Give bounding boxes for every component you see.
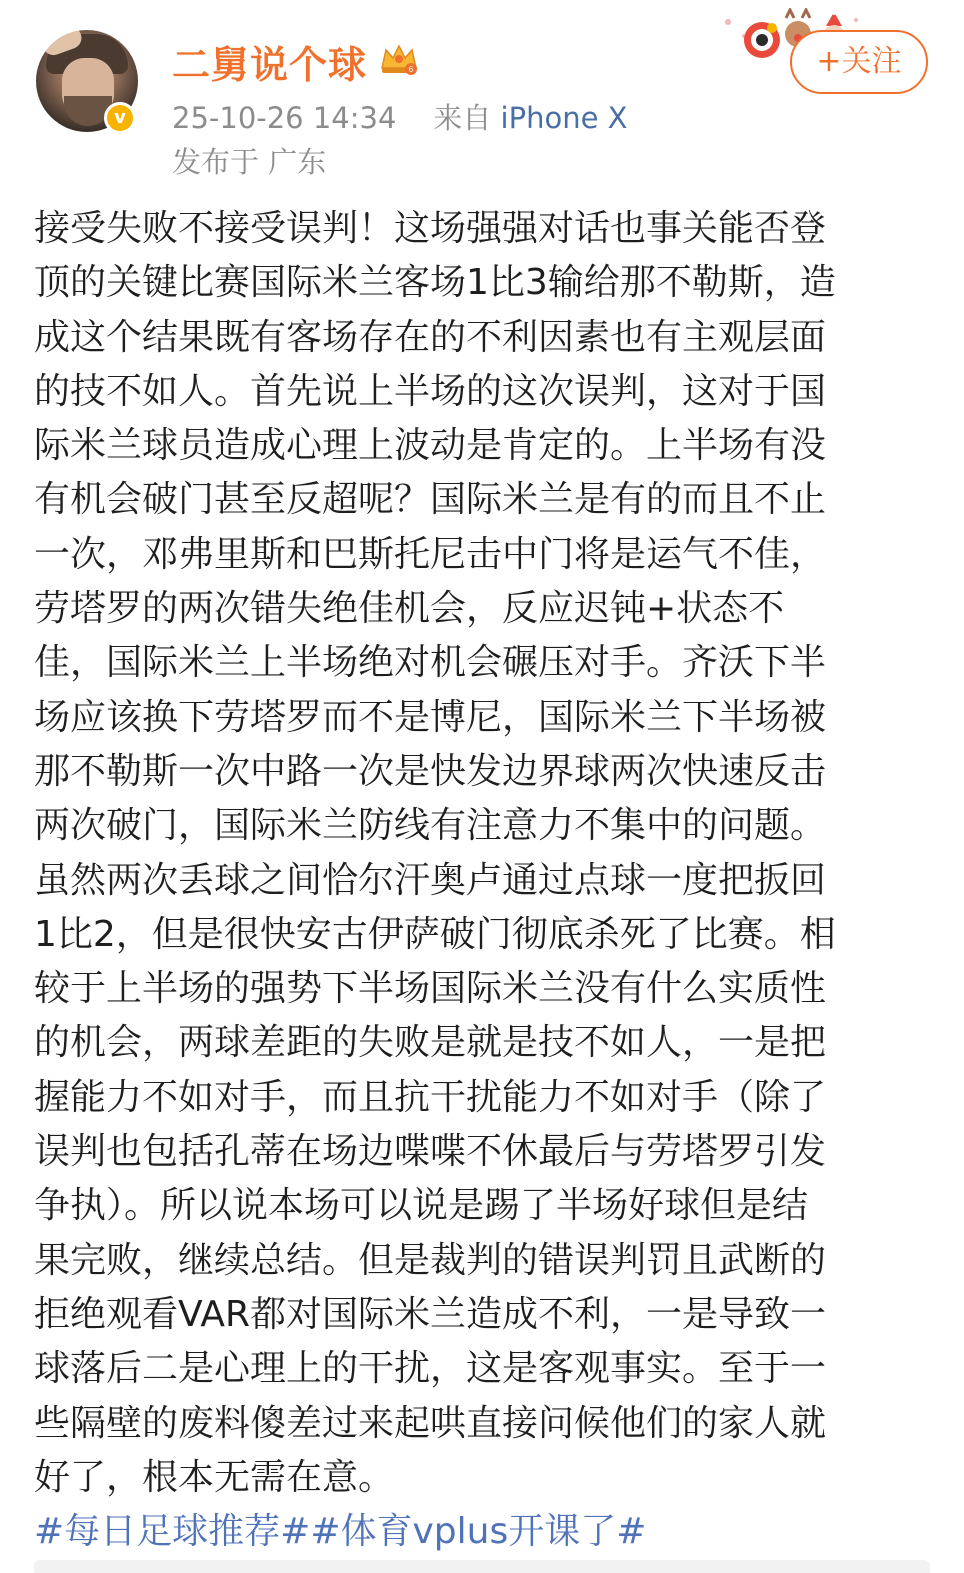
post-header (0, 0, 964, 180)
post-text-line: 成这个结果既有客场存在的不利因素也有主观层面 (34, 316, 827, 358)
post-text-line: 那不勒斯一次中路一次是快发边界球两次快速反击 (34, 750, 827, 792)
post-text-line: 一次，邓弗里斯和巴斯托尼击中门将是运气不佳， (34, 533, 827, 575)
device-link[interactable]: iPhone X (500, 101, 628, 135)
verified-v-icon: v (104, 102, 136, 134)
post-text-line: 场应该换下劳塔罗而不是博尼，国际米兰下半场被 (34, 696, 827, 738)
post-text-line: 接受失败不接受误判！这场强强对话也事关能否登 (34, 208, 827, 249)
source-prefix: 来自 (433, 101, 492, 135)
post-text-line: 些隔壁的废料傻差过来起哄直接问候他们的家人就 (34, 1402, 827, 1444)
post-text-line: 果完败，继续总结。但是裁判的错误判罚且武断的 (34, 1239, 827, 1281)
post-text-line: 两次破门，国际米兰防线有注意力不集中的问题。 (34, 805, 827, 847)
post-text-line: 1比2，但是很快安古伊萨破门彻底杀死了比赛。相 (34, 913, 836, 955)
post-text-line: 顶的关键比赛国际米兰客场1比3输给那不勒斯，造 (34, 262, 836, 304)
svg-text:6: 6 (408, 65, 414, 74)
post-text-line: 际米兰球员造成心理上波动是肯定的。上半场有没 (34, 425, 827, 467)
crown-level-icon (378, 40, 420, 76)
post-location: 发布于 广东 (172, 145, 327, 179)
timestamp: 25-10-26 14:34 (172, 101, 397, 135)
post-content (34, 202, 920, 1559)
post-text-line: 劳塔罗的两次错失绝佳机会，反应迟钝+状态不 (34, 588, 785, 630)
post-text-line: 较于上半场的强势下半场国际米兰没有什么实质性 (34, 968, 827, 1010)
post-text-line: 握能力不如对手，而且抗干扰能力不如对手（除了 (34, 1076, 827, 1118)
post-text-line: 好了，根本无需在意。 (34, 1456, 395, 1498)
username[interactable]: 二舅说个球 (172, 43, 368, 87)
post-text-line: 虽然两次丢球之间恰尔汗奥卢通过点球一度把扳回 (34, 859, 827, 901)
post-text-line: 争执）。所以说本场可以说是踢了半场好球但是结 (34, 1185, 809, 1227)
post-text-line: 的技不如人。首先说上半场的这次误判，这对于国 (34, 370, 827, 412)
post-text-line: 球落后二是心理上的干扰，这是客观事实。至于一 (34, 1348, 827, 1390)
post-text-line: 误判也包括孔蒂在场边喋喋不休最后与劳塔罗引发 (34, 1131, 827, 1173)
follow-button[interactable]: +关注 (790, 30, 928, 94)
post-text-line: 佳，国际米兰上半场绝对机会碾压对手。齐沃下半 (34, 642, 827, 684)
post-text-line: 有机会破门甚至反超呢？国际米兰是有的而且不止 (34, 479, 827, 521)
post-meta (172, 96, 628, 137)
post-text-line: 拒绝观看VAR都对国际米兰造成不利，一是导致一 (34, 1293, 826, 1335)
hashtag-links[interactable]: #每日足球推荐##体育vplus开课了# (34, 1511, 647, 1553)
post-text-line: 的机会，两球差距的失败是就是技不如人，一是把 (34, 1022, 827, 1064)
next-card-edge (34, 1560, 930, 1573)
